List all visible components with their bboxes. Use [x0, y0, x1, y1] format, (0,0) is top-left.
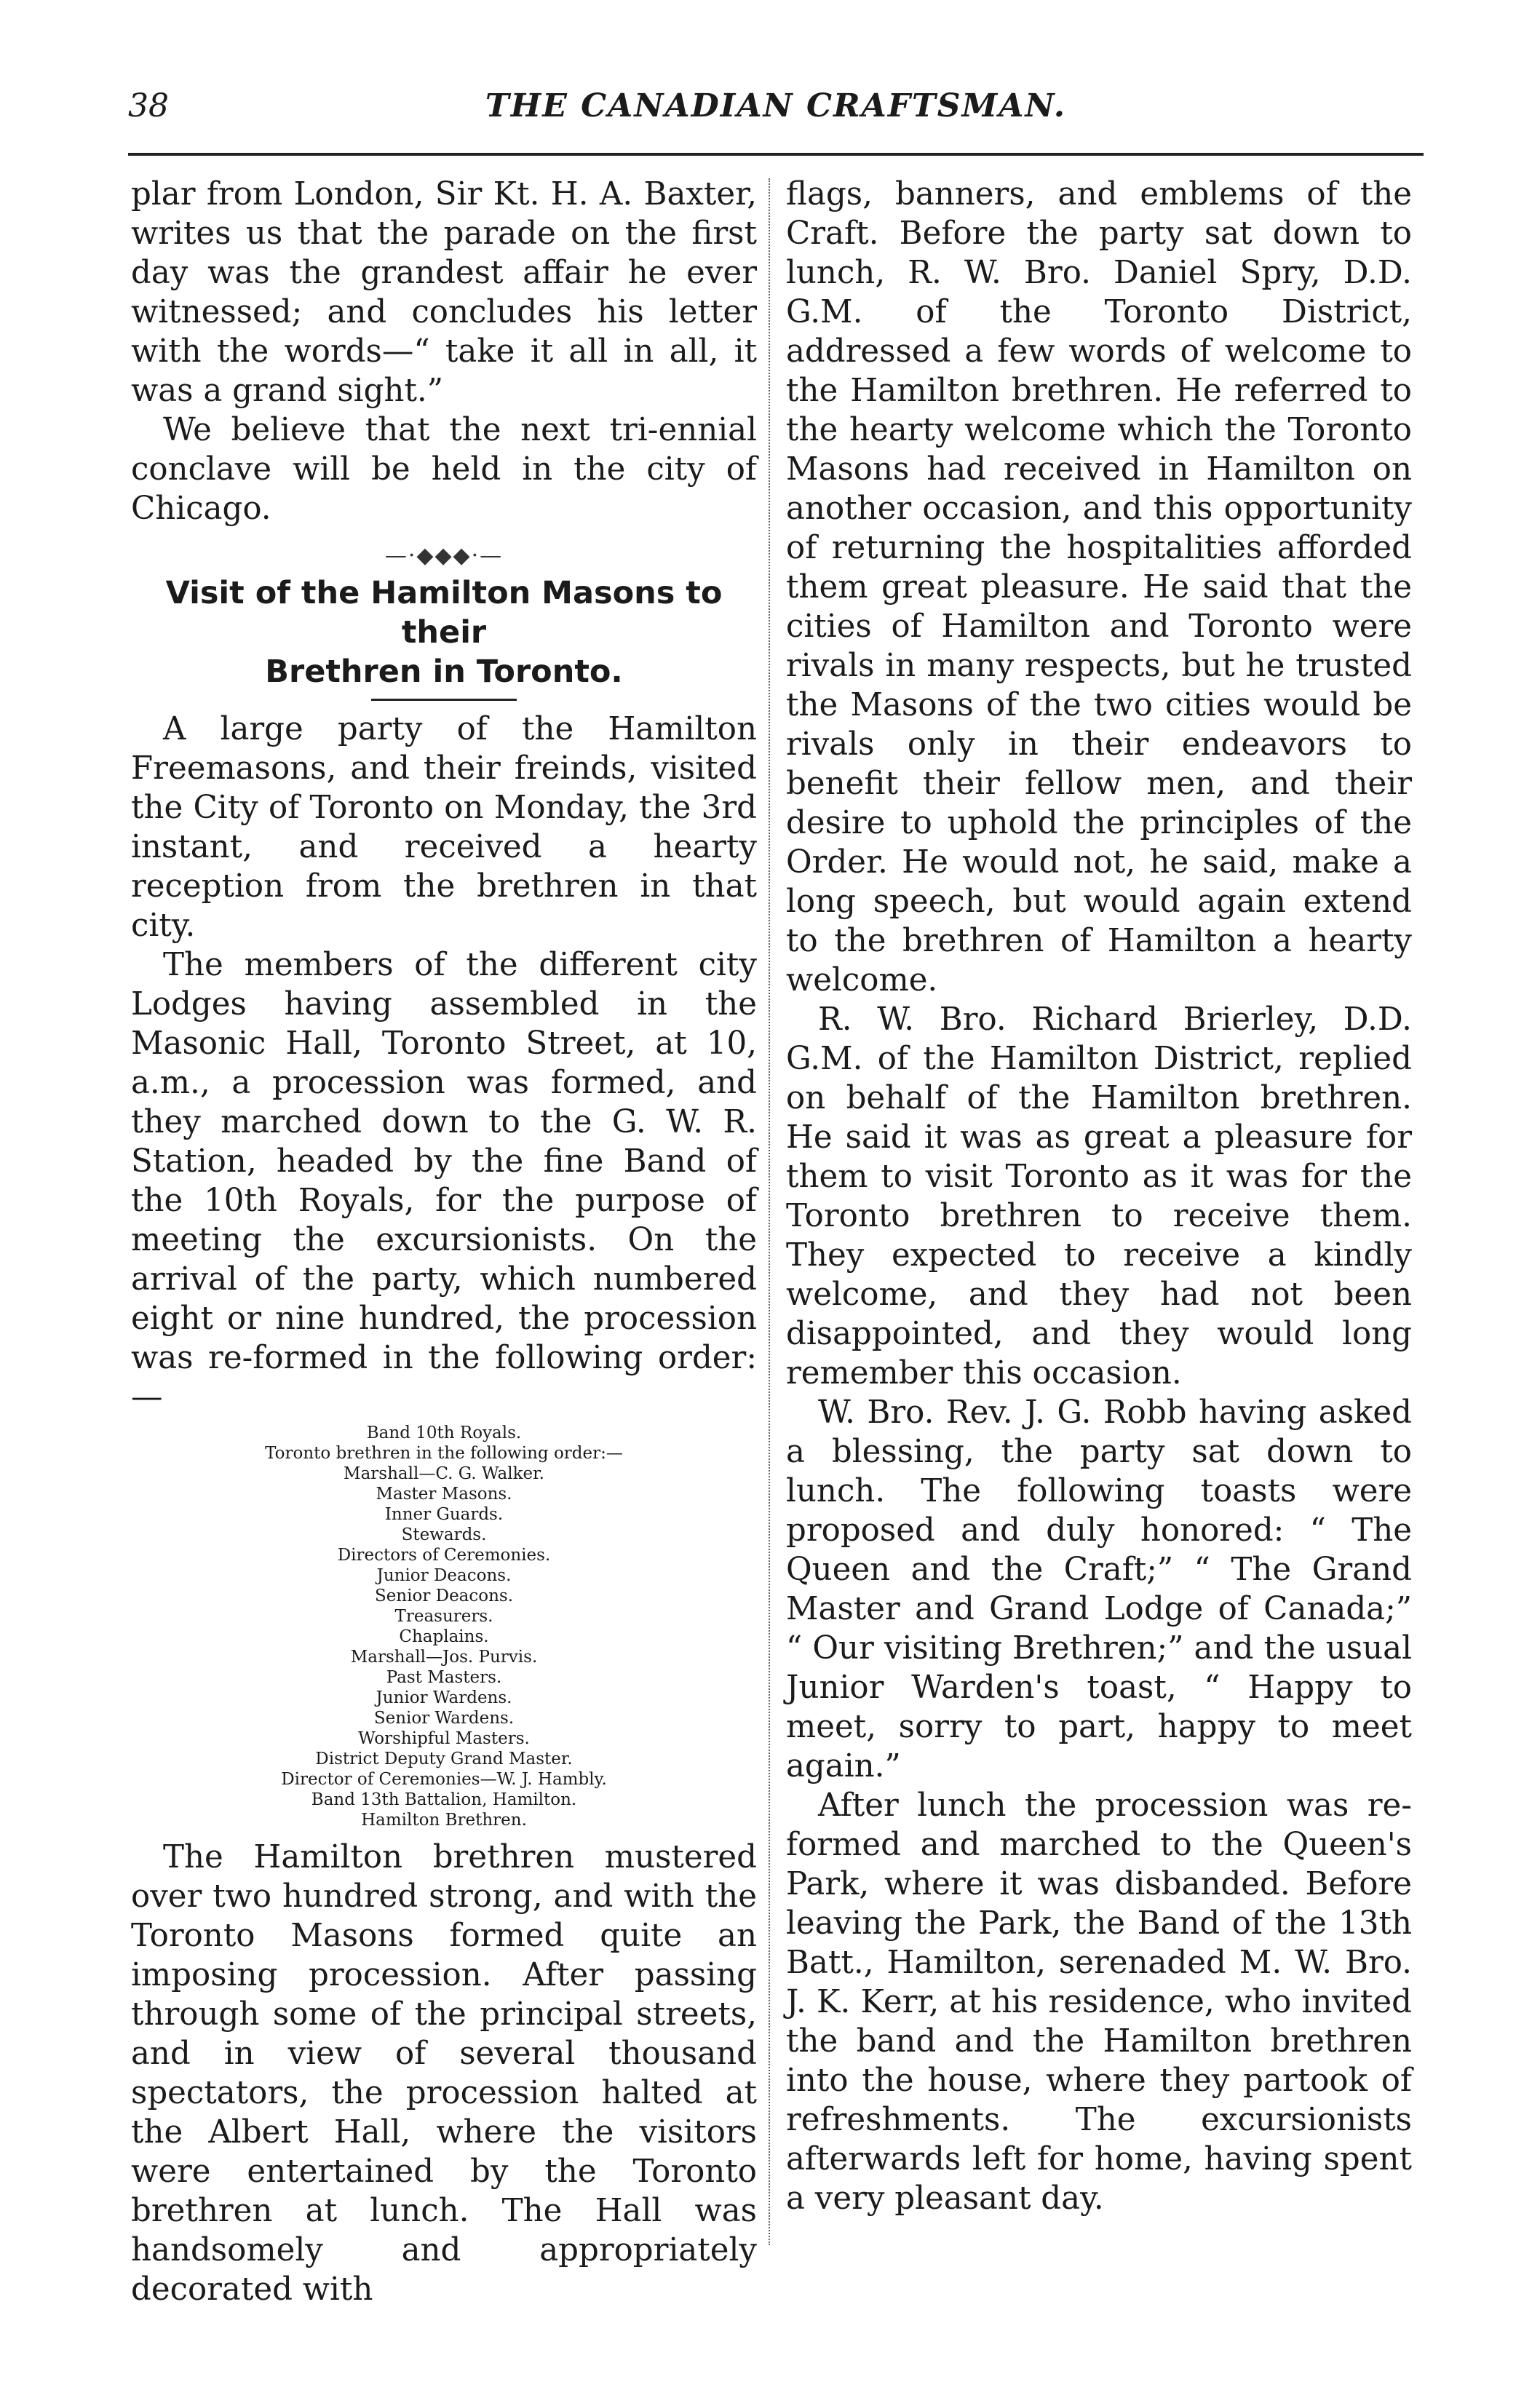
paragraph: flags, banners, and emblems of the Craft. Before the party sat down to lunch, R. W. Bro. Daniel Spry, D.D. G.M. of the Toronto District, addressed a few words of welcome to the Hamilton brethren. He referred to the hearty welcome which the Toronto Masons had received in Hamilton on another occasion, and this opportunity of returning the hospitalities afforded them great pleasure. He said that the cities of Hamilton and Toronto were rivals in many respects, but he trusted the Masons of the two cities would be rivals only in their endeavors to benefit their fellow men, and their desire to uphold the principles of the Order. He would not, he said, make a long speech, but would again extend to the brethren of Hamilton a hearty welcome. [786, 176, 1412, 998]
running-title: THE CANADIAN CRAFTSMAN. [485, 87, 1067, 124]
paragraph: The Hamilton brethren mustered over two hundred strong, and with the Toronto Masons formed quite an imposing procession. After passing through some of the principal streets, and in view of several thousand spectators, the procession halted at the Albert Hall, where the visitors were entertained by the Toronto brethren at lunch. The Hall was handsomely and appropriately decorated with [131, 1839, 757, 2308]
procession-item: Junior Deacons. [376, 1566, 512, 1585]
right-column [786, 175, 1412, 2218]
paragraph: The members of the different city Lodges having assembled in the Masonic Hall, Toronto Street, at 10, a.m., a procession was formed, and they marched down to the G. W. R. Station, headed by the fine Band of the 10th Royals, for the purpose of meeting the excursionists. On the arrival of the party, which numbered eight or nine hundred, the procession was re-formed in the following order:— [131, 947, 757, 1416]
page-header [128, 87, 1424, 138]
procession-item: District Deputy Grand Master. [315, 1750, 573, 1768]
procession-item: Senior Wardens. [373, 1709, 515, 1728]
procession-item: Band 13th Battalion, Hamilton. [311, 1790, 577, 1809]
paragraph: R. W. Bro. Richard Brierley, D.D. G.M. of the Hamilton District, replied on behalf of the Hamilton brethren. He said it was as great a pleasure for them to visit Toronto as it was for the Toronto brethren to receive them. They expected to receive a kindly welcome, and they had not been disappointed, and they would long remember this occasion. [786, 1001, 1412, 1391]
title-rule [371, 699, 517, 701]
procession-item: Marshall—Jos. Purvis. [350, 1648, 538, 1667]
article-title-line: Brethren in Toronto. [265, 654, 623, 690]
procession-item: Master Masons. [376, 1485, 512, 1504]
section-ornament: —·◆◆◆·— [384, 543, 504, 568]
procession-item: Hamilton Brethren. [361, 1811, 527, 1830]
paragraph: plar from London, Sir Kt. H. A. Baxter, writes us that the parade on the first day was the grandest affair he ever witnessed; and concludes his letter with the words—“ take it all in all, it was a grand sight.” [131, 176, 757, 409]
procession-item: Directors of Ceremonies. [337, 1546, 551, 1565]
left-column [131, 175, 757, 2309]
procession-item: Director of Ceremonies—W. J. Hambly. [281, 1770, 607, 1789]
procession-item: Past Masters. [386, 1668, 502, 1687]
procession-item: Band 10th Royals. [366, 1424, 522, 1442]
procession-order-list [131, 1423, 757, 1830]
procession-item: Marshall—C. G. Walker. [344, 1464, 544, 1483]
procession-item: Junior Wardens. [376, 1688, 512, 1707]
procession-item: Treasurers. [394, 1607, 493, 1626]
procession-item: Senior Deacons. [374, 1587, 514, 1605]
paragraph: We believe that the next tri-ennial conclave will be held in the city of Chicago. [131, 412, 757, 527]
page-number: 38 [128, 87, 169, 124]
header-rule [128, 153, 1424, 156]
paragraph: A large party of the Hamilton Freemasons, and their freinds, visited the City of Toronto on Monday, the 3rd instant, and received a hearty reception from the brethren in that city. [131, 711, 757, 944]
article-title-line: Visit of the Hamilton Masons to their [165, 575, 723, 651]
column-divider [769, 178, 770, 2245]
procession-item: Stewards. [401, 1525, 487, 1544]
paragraph: After lunch the procession was re-formed and marched to the Queen's Park, where it was disbanded. Before leaving the Park, the Band of the 13th Batt., Hamilton, serenaded M. W. Bro. J. K. Kerr, at his residence, who invited the band and the Hamilton brethren into the house, where they partook of refreshments. The excursionists afterwards left for home, having spent a very pleasant day. [786, 1787, 1412, 2217]
procession-item: Inner Guards. [384, 1505, 504, 1524]
procession-item: Toronto brethren in the following order:— [265, 1444, 623, 1463]
paragraph: W. Bro. Rev. J. G. Robb having asked a blessing, the party sat down to lunch. The following toasts were proposed and duly honored: “ The Queen and the Craft;” “ The Grand Master and Grand Lodge of Canada;” “ Our visiting Brethren;” and the usual Junior Warden's toast, “ Happy to meet, sorry to part, happy to meet again.” [786, 1394, 1412, 1784]
procession-item: Worshipful Masters. [358, 1729, 530, 1748]
procession-item: Chaplains. [399, 1627, 489, 1646]
